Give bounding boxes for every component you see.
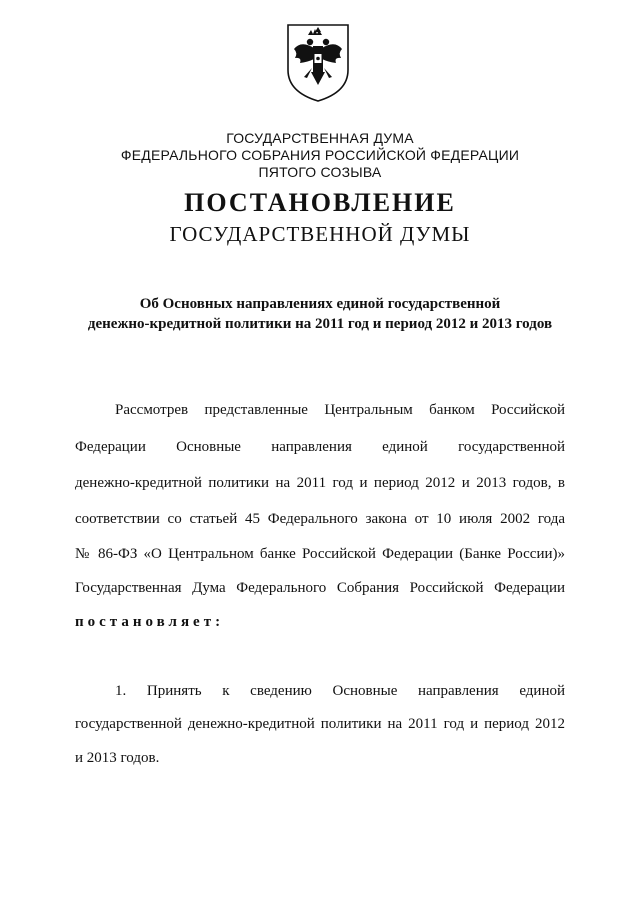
paragraph-1-line-2: Федерации Основные направления единой государственной [75, 439, 565, 455]
item-1-line-3: и 2013 годов. [75, 750, 160, 766]
item-1-line-2: государственной денежно-кредитной политики на 2011 год и период 2012 [75, 716, 565, 732]
header-line-3: ПЯТОГО СОЗЫВА [258, 164, 382, 180]
resolves-word: постановляет: [75, 614, 225, 630]
subject-line-1: Об Основных направлениях единой государственной [139, 296, 501, 312]
paragraph-1-line-5: № 86-ФЗ «О Центральном банке Российской Федерации (Банке России)» [75, 546, 565, 562]
paragraph-1-line-6: Государственная Дума Федерального Собрания Российской Федерации [75, 580, 565, 596]
subject-line-2: денежно-кредитной политики на 2011 год и период 2012 и 2013 годов [87, 316, 553, 332]
paragraph-1-line-3: денежно-кредитной политики на 2011 год и период 2012 и 2013 годов, в [75, 475, 565, 491]
paragraph-1-line-4: соответствии со статьей 45 Федерального закона от 10 июля 2002 года [75, 511, 565, 527]
paragraph-1-line-1: Рассмотрев представленные Центральным банком Российской [115, 402, 565, 418]
document-title: ПОСТАНОВЛЕНИЕ [184, 188, 456, 217]
header-line-1: ГОСУДАРСТВЕННАЯ ДУМА [226, 130, 414, 146]
coat-of-arms-icon [283, 22, 353, 104]
document-subtitle: ГОСУДАРСТВЕННОЙ ДУМЫ [169, 222, 471, 246]
item-1-line-1: 1. Принять к сведению Основные направления единой [115, 683, 565, 699]
header-line-2: ФЕДЕРАЛЬНОГО СОБРАНИЯ РОССИЙСКОЙ ФЕДЕРАЦИИ [120, 147, 520, 163]
